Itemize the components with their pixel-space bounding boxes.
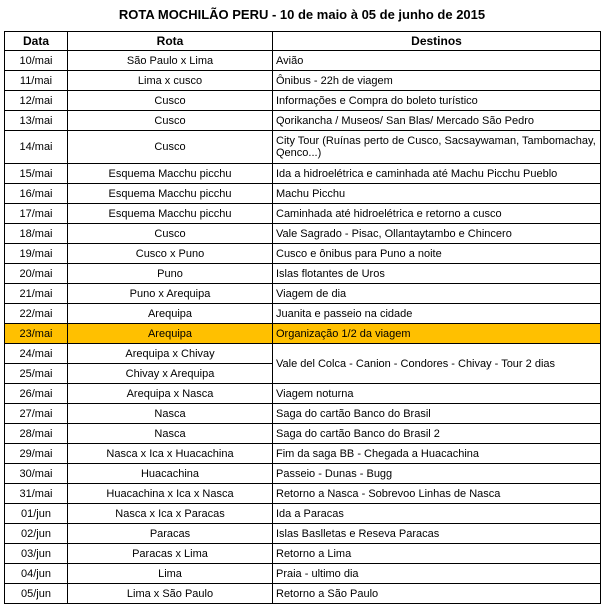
rota-cell[interactable]: Paracas x Lima xyxy=(68,544,273,564)
rota-cell[interactable]: Esquema Macchu picchu xyxy=(68,164,273,184)
rota-cell[interactable]: Cusco xyxy=(68,91,273,111)
destinos-cell[interactable]: Saga do cartão Banco do Brasil xyxy=(273,404,601,424)
destinos-cell[interactable]: Islas flotantes de Uros xyxy=(273,264,601,284)
date-cell[interactable]: 12/mai xyxy=(5,91,68,111)
date-cell[interactable]: 22/mai xyxy=(5,304,68,324)
table-row xyxy=(5,464,601,484)
date-cell[interactable]: 29/mai xyxy=(5,444,68,464)
table-row xyxy=(5,131,601,164)
destinos-cell[interactable]: Qorikancha / Museos/ San Blas/ Mercado São Pedro xyxy=(273,111,601,131)
date-cell[interactable]: 13/mai xyxy=(5,111,68,131)
rota-cell[interactable]: Lima x cusco xyxy=(68,71,273,91)
rota-cell[interactable]: Cusco x Puno xyxy=(68,244,273,264)
table-row xyxy=(5,91,601,111)
table-row xyxy=(5,504,601,524)
destinos-cell[interactable]: Retorno a Nasca - Sobrevoo Linhas de Nasca xyxy=(273,484,601,504)
rota-cell[interactable]: Paracas xyxy=(68,524,273,544)
rota-cell[interactable]: Cusco xyxy=(68,224,273,244)
destinos-cell[interactable]: Ida a Paracas xyxy=(273,504,601,524)
destinos-cell[interactable]: Viagem noturna xyxy=(273,384,601,404)
date-cell[interactable]: 11/mai xyxy=(5,71,68,91)
date-cell[interactable]: 25/mai xyxy=(5,364,68,384)
rota-cell[interactable]: Lima x São Paulo xyxy=(68,584,273,604)
date-cell[interactable]: 17/mai xyxy=(5,204,68,224)
destinos-cell[interactable]: Juanita e passeio na cidade xyxy=(273,304,601,324)
date-cell[interactable]: 10/mai xyxy=(5,51,68,71)
destinos-cell[interactable]: Retorno a Lima xyxy=(273,544,601,564)
table-row xyxy=(5,384,601,404)
table-row xyxy=(5,404,601,424)
rota-cell[interactable]: Arequipa xyxy=(68,324,273,344)
destinos-cell[interactable]: Cusco e ônibus para Puno a noite xyxy=(273,244,601,264)
rota-cell[interactable]: Nasca x Ica x Huacachina xyxy=(68,444,273,464)
rota-cell[interactable]: Esquema Macchu picchu xyxy=(68,204,273,224)
destinos-cell[interactable]: Fim da saga BB - Chegada a Huacachina xyxy=(273,444,601,464)
rota-cell[interactable]: Nasca x Ica x Paracas xyxy=(68,504,273,524)
table-row xyxy=(5,164,601,184)
destinos-cell[interactable]: Informações e Compra do boleto turístico xyxy=(273,91,601,111)
table-row xyxy=(5,71,601,91)
destinos-cell[interactable]: Caminhada até hidroelétrica e retorno a cusco xyxy=(273,204,601,224)
table-row xyxy=(5,184,601,204)
table-row xyxy=(5,444,601,464)
table-row xyxy=(5,584,601,604)
rota-cell[interactable]: Cusco xyxy=(68,111,273,131)
table-row xyxy=(5,304,601,324)
date-cell[interactable]: 15/mai xyxy=(5,164,68,184)
date-cell[interactable]: 28/mai xyxy=(5,424,68,444)
destinos-cell[interactable]: Praia - ultimo dia xyxy=(273,564,601,584)
rota-cell[interactable]: Arequipa x Nasca xyxy=(68,384,273,404)
date-cell[interactable]: 18/mai xyxy=(5,224,68,244)
rota-cell[interactable]: Cusco xyxy=(68,131,273,164)
date-cell[interactable]: 03/jun xyxy=(5,544,68,564)
date-cell[interactable]: 31/mai xyxy=(5,484,68,504)
destinos-cell[interactable]: Vale Sagrado - Pisac, Ollantaytambo e Chincero xyxy=(273,224,601,244)
rota-cell[interactable]: Esquema Macchu picchu xyxy=(68,184,273,204)
destinos-cell[interactable]: Ida a hidroelétrica e caminhada até Machu Picchu Pueblo xyxy=(273,164,601,184)
table-row xyxy=(5,51,601,71)
rota-cell[interactable]: Puno x Arequipa xyxy=(68,284,273,304)
header-date: Data xyxy=(5,32,68,51)
date-cell[interactable]: 14/mai xyxy=(5,131,68,164)
date-cell[interactable]: 20/mai xyxy=(5,264,68,284)
rota-cell[interactable]: Arequipa x Chivay xyxy=(68,344,273,364)
header-rota: Rota xyxy=(68,32,273,51)
table-row xyxy=(5,524,601,544)
header-destinos: Destinos xyxy=(273,32,601,51)
destinos-cell[interactable]: Viagem de dia xyxy=(273,284,601,304)
destinos-cell[interactable]: Saga do cartão Banco do Brasil 2 xyxy=(273,424,601,444)
table-row xyxy=(5,484,601,504)
date-cell[interactable]: 30/mai xyxy=(5,464,68,484)
rota-cell[interactable]: Puno xyxy=(68,264,273,284)
itinerary-table xyxy=(4,31,601,604)
destinos-cell[interactable]: Ônibus - 22h de viagem xyxy=(273,71,601,91)
date-cell[interactable]: 26/mai xyxy=(5,384,68,404)
rota-cell[interactable]: São Paulo x Lima xyxy=(68,51,273,71)
date-cell[interactable]: 16/mai xyxy=(5,184,68,204)
destinos-cell[interactable]: Avião xyxy=(273,51,601,71)
table-row xyxy=(5,284,601,304)
date-cell[interactable]: 21/mai xyxy=(5,284,68,304)
rota-cell[interactable]: Huacachina xyxy=(68,464,273,484)
table-row xyxy=(5,544,601,564)
sheet-title: ROTA MOCHILÃO PERU - 10 de maio à 05 de junho de 2015 xyxy=(118,7,486,22)
date-cell[interactable]: 01/jun xyxy=(5,504,68,524)
date-cell[interactable]: 02/jun xyxy=(5,524,68,544)
date-cell[interactable]: 24/mai xyxy=(5,344,68,364)
rota-cell[interactable]: Nasca xyxy=(68,404,273,424)
destinos-cell[interactable]: Islas Baslletas e Reseva Paracas xyxy=(273,524,601,544)
table-row xyxy=(5,224,601,244)
destinos-cell[interactable]: Retorno a São Paulo xyxy=(273,584,601,604)
destinos-cell-merged[interactable]: Vale del Colca - Canion - Condores - Chivay - Tour 2 dias xyxy=(273,344,601,384)
table-row xyxy=(5,264,601,284)
date-cell[interactable]: 23/mai xyxy=(5,324,68,344)
table-row xyxy=(5,424,601,444)
table-row xyxy=(5,111,601,131)
destinos-cell[interactable]: City Tour (Ruínas perto de Cusco, Sacsaywaman, Tambomachay, Qenco...) xyxy=(273,131,601,164)
destinos-cell[interactable]: Passeio - Dunas - Bugg xyxy=(273,464,601,484)
date-cell[interactable]: 05/jun xyxy=(5,584,68,604)
destinos-cell[interactable]: Machu Picchu xyxy=(273,184,601,204)
rota-cell[interactable]: Chivay x Arequipa xyxy=(68,364,273,384)
table-row xyxy=(5,564,601,584)
table-row xyxy=(5,344,601,364)
destinos-cell[interactable]: Organização 1/2 da viagem xyxy=(273,324,601,344)
rota-cell[interactable]: Lima xyxy=(68,564,273,584)
header-row xyxy=(5,32,601,51)
table-row-highlighted xyxy=(5,324,601,344)
rota-cell[interactable]: Arequipa xyxy=(68,304,273,324)
table-row xyxy=(5,204,601,224)
date-cell[interactable]: 04/jun xyxy=(5,564,68,584)
rota-cell[interactable]: Huacachina x Ica x Nasca xyxy=(68,484,273,504)
rota-cell[interactable]: Nasca xyxy=(68,424,273,444)
date-cell[interactable]: 27/mai xyxy=(5,404,68,424)
table-row xyxy=(5,244,601,264)
date-cell[interactable]: 19/mai xyxy=(5,244,68,264)
